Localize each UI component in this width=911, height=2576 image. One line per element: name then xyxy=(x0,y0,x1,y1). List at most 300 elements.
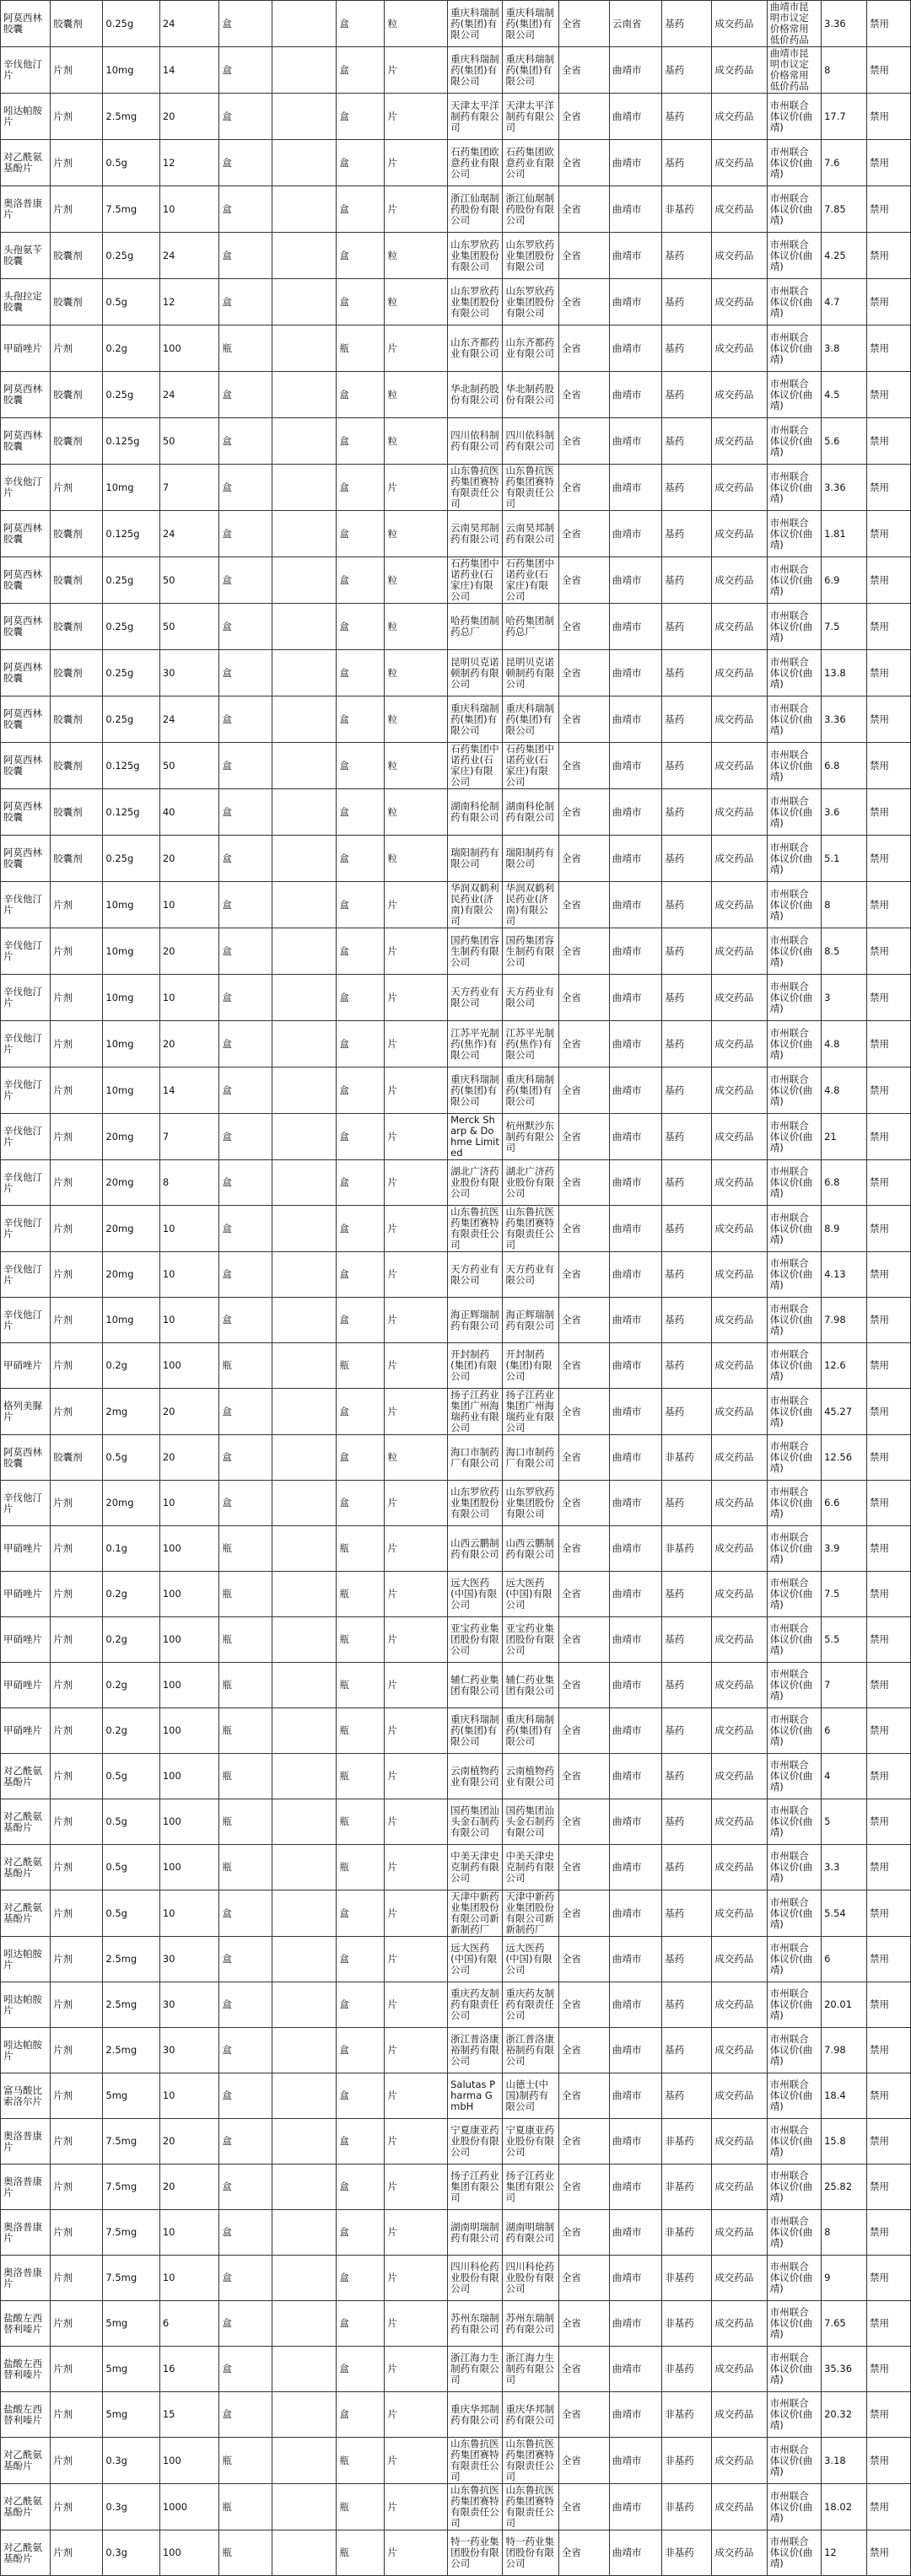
cell-conversion xyxy=(272,2028,337,2073)
cell-manufacturer: 天津中新药业集团股份有限公司新新制药厂 xyxy=(503,1890,558,1937)
cell-dosage-form: 片剂 xyxy=(51,1481,103,1526)
table-row xyxy=(1,1754,911,1799)
cell-price-source: 市州联合体议价(曲靖) xyxy=(767,325,821,372)
cell-pack-quantity: 10 xyxy=(159,2073,219,2119)
cell-pack-unit: 盒 xyxy=(337,836,385,882)
cell-specification: 7.5mg xyxy=(103,186,159,233)
cell-price: 6 xyxy=(822,1937,867,1982)
table-row xyxy=(1,1481,911,1526)
cell-pack-quantity: 100 xyxy=(159,2530,219,2576)
cell-price: 21 xyxy=(822,1114,867,1160)
table-row xyxy=(1,1,911,47)
cell-dosage-form: 片剂 xyxy=(51,1114,103,1160)
table-row xyxy=(1,1526,911,1572)
cell-marketing-company: 浙江海力生制药有限公司 xyxy=(448,2347,503,2392)
cell-drug-category: 基药 xyxy=(662,465,712,511)
cell-usage-status: 禁用 xyxy=(867,1206,911,1252)
cell-conversion xyxy=(272,2438,337,2484)
cell-manufacturer: 浙江普洛康裕制药有限公司 xyxy=(503,2028,558,2073)
cell-price: 8 xyxy=(822,47,867,94)
cell-price-source: 市州联合体议价(曲靖) xyxy=(767,2484,821,2530)
cell-price-source: 市州联合体议价(曲靖) xyxy=(767,557,821,604)
cell-drug-category: 基药 xyxy=(662,1572,712,1617)
cell-pack-quantity: 10 xyxy=(159,186,219,233)
cell-usage-status: 禁用 xyxy=(867,1663,911,1708)
cell-pack-unit: 盒 xyxy=(337,511,385,557)
cell-conversion xyxy=(272,1389,337,1435)
cell-price-source: 市州联合体议价(曲靖) xyxy=(767,1160,821,1206)
cell-price: 4.7 xyxy=(822,279,867,325)
cell-marketing-company: 远大医药(中国)有限公司 xyxy=(448,1937,503,1982)
cell-dosage-form: 胶囊剂 xyxy=(51,233,103,279)
cell-drug-category: 基药 xyxy=(662,1890,712,1937)
cell-price: 4 xyxy=(822,1754,867,1799)
cell-drug-name: 辛伐他汀片 xyxy=(1,1021,51,1068)
cell-pack-quantity: 1000 xyxy=(159,2484,219,2530)
cell-min-unit: 盒 xyxy=(219,928,272,975)
cell-dose-unit: 粒 xyxy=(385,511,448,557)
cell-specification: 0.1g xyxy=(103,1526,159,1572)
cell-pack-quantity: 20 xyxy=(159,1389,219,1435)
cell-pack-quantity: 100 xyxy=(159,2438,219,2484)
table-row xyxy=(1,604,911,650)
cell-pack-quantity: 12 xyxy=(159,140,219,186)
cell-region: 云南省 xyxy=(610,1,662,47)
cell-price: 3.8 xyxy=(822,325,867,372)
cell-min-unit: 盒 xyxy=(219,696,272,743)
cell-dose-unit: 粒 xyxy=(385,604,448,650)
cell-usage-status: 禁用 xyxy=(867,511,911,557)
cell-dosage-form: 胶囊剂 xyxy=(51,743,103,789)
cell-manufacturer: 山东鲁抗医药集团赛特有限责任公司 xyxy=(503,2484,558,2530)
cell-specification: 0.3g xyxy=(103,2484,159,2530)
cell-manufacturer: 云南昊邦制药有限公司 xyxy=(503,511,558,557)
cell-pack-unit: 瓶 xyxy=(337,1708,385,1754)
cell-price: 4.5 xyxy=(822,372,867,418)
cell-pack-quantity: 7 xyxy=(159,1114,219,1160)
cell-min-unit: 瓶 xyxy=(219,1663,272,1708)
cell-manufacturer: 四川依科制药有限公司 xyxy=(503,418,558,465)
cell-usage-status: 禁用 xyxy=(867,975,911,1021)
cell-pack-unit: 盒 xyxy=(337,2028,385,2073)
cell-specification: 0.3g xyxy=(103,2438,159,2484)
cell-price-source: 市州联合体议价(曲靖) xyxy=(767,94,821,140)
cell-deal-status: 成交药品 xyxy=(712,465,767,511)
cell-drug-name: 辛伐他汀片 xyxy=(1,882,51,928)
cell-region: 曲靖市 xyxy=(610,2301,662,2347)
cell-dosage-form: 片剂 xyxy=(51,325,103,372)
cell-usage-status: 禁用 xyxy=(867,1572,911,1617)
cell-pack-unit: 盒 xyxy=(337,94,385,140)
cell-price: 3 xyxy=(822,975,867,1021)
cell-pack-quantity: 100 xyxy=(159,1845,219,1890)
cell-usage-status: 禁用 xyxy=(867,2256,911,2301)
cell-min-unit: 瓶 xyxy=(219,1708,272,1754)
cell-conversion xyxy=(272,1298,337,1343)
cell-region: 曲靖市 xyxy=(610,696,662,743)
cell-price: 12 xyxy=(822,2530,867,2576)
cell-coverage: 全省 xyxy=(558,882,609,928)
cell-pack-unit: 盒 xyxy=(337,1435,385,1481)
cell-drug-name: 阿莫西林胶囊 xyxy=(1,743,51,789)
cell-manufacturer: 天津太平洋制药有限公司 xyxy=(503,94,558,140)
cell-price-source: 市州联合体议价(曲靖) xyxy=(767,1890,821,1937)
cell-dose-unit: 片 xyxy=(385,1754,448,1799)
cell-region: 曲靖市 xyxy=(610,928,662,975)
cell-conversion xyxy=(272,1617,337,1663)
cell-price: 20.32 xyxy=(822,2392,867,2438)
cell-min-unit: 瓶 xyxy=(219,325,272,372)
cell-drug-category: 基药 xyxy=(662,511,712,557)
table-row xyxy=(1,94,911,140)
cell-price: 12.56 xyxy=(822,1435,867,1481)
cell-dosage-form: 片剂 xyxy=(51,1937,103,1982)
cell-usage-status: 禁用 xyxy=(867,1799,911,1845)
cell-deal-status: 成交药品 xyxy=(712,2028,767,2073)
cell-pack-unit: 盒 xyxy=(337,2165,385,2210)
cell-manufacturer: 哈药集团制药总厂 xyxy=(503,604,558,650)
cell-price-source: 市州联合体议价(曲靖) xyxy=(767,2210,821,2256)
cell-deal-status: 成交药品 xyxy=(712,2530,767,2576)
cell-specification: 0.2g xyxy=(103,1572,159,1617)
cell-specification: 0.2g xyxy=(103,1617,159,1663)
cell-dose-unit: 片 xyxy=(385,1252,448,1298)
cell-drug-name: 盐酸左西替利嗪片 xyxy=(1,2301,51,2347)
cell-coverage: 全省 xyxy=(558,1890,609,1937)
cell-coverage: 全省 xyxy=(558,1754,609,1799)
cell-manufacturer: 云南植物药业有限公司 xyxy=(503,1754,558,1799)
cell-usage-status: 禁用 xyxy=(867,928,911,975)
cell-price-source: 曲靖市昆明市议定价格常用低价药品 xyxy=(767,1,821,47)
cell-dosage-form: 胶囊剂 xyxy=(51,557,103,604)
cell-manufacturer: 天方药业有限公司 xyxy=(503,975,558,1021)
cell-region: 曲靖市 xyxy=(610,1845,662,1890)
cell-region: 曲靖市 xyxy=(610,1982,662,2028)
cell-marketing-company: 重庆科瑞制药(集团)有限公司 xyxy=(448,47,503,94)
cell-dosage-form: 片剂 xyxy=(51,186,103,233)
table-row xyxy=(1,2165,911,2210)
cell-coverage: 全省 xyxy=(558,1708,609,1754)
cell-pack-quantity: 20 xyxy=(159,2165,219,2210)
cell-price-source: 市州联合体议价(曲靖) xyxy=(767,2165,821,2210)
cell-dose-unit: 粒 xyxy=(385,836,448,882)
cell-marketing-company: 远大医药(中国)有限公司 xyxy=(448,1572,503,1617)
cell-drug-name: 甲硝唑片 xyxy=(1,1617,51,1663)
cell-conversion xyxy=(272,2165,337,2210)
cell-coverage: 全省 xyxy=(558,1114,609,1160)
cell-dosage-form: 胶囊剂 xyxy=(51,789,103,836)
cell-dose-unit: 片 xyxy=(385,1663,448,1708)
cell-pack-unit: 盒 xyxy=(337,186,385,233)
cell-marketing-company: Merck Sharp & Dohme Limited xyxy=(448,1114,503,1160)
cell-price-source: 市州联合体议价(曲靖) xyxy=(767,2438,821,2484)
cell-manufacturer: 湖南明瑞制药有限公司 xyxy=(503,2210,558,2256)
cell-price-source: 市州联合体议价(曲靖) xyxy=(767,1435,821,1481)
cell-pack-unit: 盒 xyxy=(337,1206,385,1252)
cell-coverage: 全省 xyxy=(558,94,609,140)
cell-deal-status: 成交药品 xyxy=(712,1982,767,2028)
cell-specification: 20mg xyxy=(103,1252,159,1298)
table-row xyxy=(1,233,911,279)
cell-specification: 20mg xyxy=(103,1160,159,1206)
cell-drug-category: 基药 xyxy=(662,279,712,325)
cell-drug-name: 吲达帕胺片 xyxy=(1,1937,51,1982)
cell-min-unit: 瓶 xyxy=(219,2530,272,2576)
cell-dosage-form: 片剂 xyxy=(51,1663,103,1708)
cell-conversion xyxy=(272,1343,337,1389)
cell-dose-unit: 片 xyxy=(385,1389,448,1435)
cell-conversion xyxy=(272,2392,337,2438)
cell-price: 8 xyxy=(822,882,867,928)
cell-specification: 0.2g xyxy=(103,1343,159,1389)
cell-marketing-company: 重庆药友制药有限责任公司 xyxy=(448,1982,503,2028)
cell-deal-status: 成交药品 xyxy=(712,511,767,557)
cell-region: 曲靖市 xyxy=(610,1937,662,1982)
cell-usage-status: 禁用 xyxy=(867,1343,911,1389)
cell-pack-unit: 盒 xyxy=(337,743,385,789)
cell-dose-unit: 片 xyxy=(385,975,448,1021)
cell-region: 曲靖市 xyxy=(610,1068,662,1114)
cell-dosage-form: 片剂 xyxy=(51,2484,103,2530)
cell-region: 曲靖市 xyxy=(610,2484,662,2530)
cell-dosage-form: 片剂 xyxy=(51,1160,103,1206)
cell-usage-status: 禁用 xyxy=(867,604,911,650)
cell-specification: 7.5mg xyxy=(103,2119,159,2165)
cell-deal-status: 成交药品 xyxy=(712,2073,767,2119)
cell-dose-unit: 片 xyxy=(385,1982,448,2028)
cell-pack-quantity: 24 xyxy=(159,1,219,47)
cell-coverage: 全省 xyxy=(558,140,609,186)
cell-price: 25.82 xyxy=(822,2165,867,2210)
cell-coverage: 全省 xyxy=(558,1526,609,1572)
cell-min-unit: 盒 xyxy=(219,836,272,882)
cell-dosage-form: 片剂 xyxy=(51,1708,103,1754)
cell-pack-quantity: 15 xyxy=(159,2392,219,2438)
cell-usage-status: 禁用 xyxy=(867,233,911,279)
cell-price: 3.18 xyxy=(822,2438,867,2484)
cell-price-source: 市州联合体议价(曲靖) xyxy=(767,1937,821,1982)
table-row xyxy=(1,1890,911,1937)
cell-price: 3.9 xyxy=(822,1526,867,1572)
cell-drug-name: 阿莫西林胶囊 xyxy=(1,604,51,650)
cell-drug-name: 对乙酰氨基酚片 xyxy=(1,2484,51,2530)
cell-region: 曲靖市 xyxy=(610,975,662,1021)
table-row xyxy=(1,2210,911,2256)
cell-marketing-company: 海口市制药厂有限公司 xyxy=(448,1435,503,1481)
cell-region: 曲靖市 xyxy=(610,325,662,372)
cell-price: 7.85 xyxy=(822,186,867,233)
cell-conversion xyxy=(272,1206,337,1252)
cell-drug-name: 辛伐他汀片 xyxy=(1,975,51,1021)
cell-specification: 20mg xyxy=(103,1481,159,1526)
cell-dose-unit: 片 xyxy=(385,1526,448,1572)
cell-pack-quantity: 100 xyxy=(159,1572,219,1617)
cell-marketing-company: 云南植物药业有限公司 xyxy=(448,1754,503,1799)
cell-dosage-form: 片剂 xyxy=(51,975,103,1021)
cell-manufacturer: 中美天津史克制药有限公司 xyxy=(503,1845,558,1890)
cell-price-source: 市州联合体议价(曲靖) xyxy=(767,1982,821,2028)
cell-pack-quantity: 10 xyxy=(159,1298,219,1343)
cell-marketing-company: 江苏平光制药(焦作)有限公司 xyxy=(448,1021,503,1068)
cell-drug-category: 基药 xyxy=(662,1708,712,1754)
cell-pack-unit: 盒 xyxy=(337,928,385,975)
cell-drug-name: 吲达帕胺片 xyxy=(1,1982,51,2028)
cell-usage-status: 禁用 xyxy=(867,1526,911,1572)
cell-drug-category: 基药 xyxy=(662,140,712,186)
cell-conversion xyxy=(272,1114,337,1160)
cell-pack-unit: 瓶 xyxy=(337,1526,385,1572)
cell-dose-unit: 片 xyxy=(385,1481,448,1526)
cell-pack-quantity: 12 xyxy=(159,279,219,325)
cell-pack-unit: 盒 xyxy=(337,1114,385,1160)
cell-pack-quantity: 20 xyxy=(159,1435,219,1481)
cell-pack-quantity: 20 xyxy=(159,2119,219,2165)
cell-region: 曲靖市 xyxy=(610,2347,662,2392)
table-row xyxy=(1,2392,911,2438)
table-row xyxy=(1,696,911,743)
cell-region: 曲靖市 xyxy=(610,882,662,928)
cell-pack-quantity: 50 xyxy=(159,418,219,465)
cell-drug-name: 阿莫西林胶囊 xyxy=(1,836,51,882)
cell-drug-category: 非基药 xyxy=(662,1526,712,1572)
cell-manufacturer: 重庆科瑞制药(集团)有限公司 xyxy=(503,47,558,94)
cell-coverage: 全省 xyxy=(558,1343,609,1389)
cell-conversion xyxy=(272,47,337,94)
cell-dosage-form: 胶囊剂 xyxy=(51,696,103,743)
cell-drug-category: 基药 xyxy=(662,650,712,696)
cell-price: 5 xyxy=(822,1799,867,1845)
cell-deal-status: 成交药品 xyxy=(712,1252,767,1298)
cell-pack-unit: 盒 xyxy=(337,2119,385,2165)
cell-usage-status: 禁用 xyxy=(867,2301,911,2347)
cell-conversion xyxy=(272,1435,337,1481)
cell-dosage-form: 片剂 xyxy=(51,1890,103,1937)
cell-drug-category: 基药 xyxy=(662,975,712,1021)
cell-price-source: 市州联合体议价(曲靖) xyxy=(767,2347,821,2392)
table-row xyxy=(1,1252,911,1298)
table-row xyxy=(1,1799,911,1845)
cell-pack-quantity: 24 xyxy=(159,696,219,743)
table-row xyxy=(1,975,911,1021)
cell-deal-status: 成交药品 xyxy=(712,2438,767,2484)
cell-min-unit: 瓶 xyxy=(219,1799,272,1845)
cell-marketing-company: 山东罗欣药业集团股份有限公司 xyxy=(448,1481,503,1526)
cell-conversion xyxy=(272,2484,337,2530)
cell-usage-status: 禁用 xyxy=(867,2438,911,2484)
cell-drug-category: 基药 xyxy=(662,1982,712,2028)
cell-usage-status: 禁用 xyxy=(867,2028,911,2073)
cell-conversion xyxy=(272,882,337,928)
cell-usage-status: 禁用 xyxy=(867,789,911,836)
cell-pack-unit: 盒 xyxy=(337,1389,385,1435)
cell-conversion xyxy=(272,2256,337,2301)
cell-min-unit: 盒 xyxy=(219,511,272,557)
cell-marketing-company: 浙江普洛康裕制药有限公司 xyxy=(448,2028,503,2073)
cell-price: 13.8 xyxy=(822,650,867,696)
cell-conversion xyxy=(272,604,337,650)
cell-manufacturer: 山东鲁抗医药集团赛特有限责任公司 xyxy=(503,1206,558,1252)
cell-dosage-form: 片剂 xyxy=(51,2119,103,2165)
cell-dosage-form: 片剂 xyxy=(51,2073,103,2119)
cell-drug-category: 基药 xyxy=(662,696,712,743)
cell-drug-name: 奥洛普康片 xyxy=(1,2256,51,2301)
table-row xyxy=(1,1708,911,1754)
cell-dose-unit: 片 xyxy=(385,2438,448,2484)
cell-min-unit: 盒 xyxy=(219,882,272,928)
cell-price-source: 市州联合体议价(曲靖) xyxy=(767,418,821,465)
cell-coverage: 全省 xyxy=(558,1298,609,1343)
cell-dose-unit: 片 xyxy=(385,2301,448,2347)
cell-dose-unit: 粒 xyxy=(385,650,448,696)
cell-price: 17.7 xyxy=(822,94,867,140)
cell-dosage-form: 片剂 xyxy=(51,1845,103,1890)
cell-min-unit: 盒 xyxy=(219,2210,272,2256)
cell-dosage-form: 片剂 xyxy=(51,882,103,928)
cell-drug-category: 基药 xyxy=(662,47,712,94)
cell-min-unit: 盒 xyxy=(219,1252,272,1298)
cell-coverage: 全省 xyxy=(558,1068,609,1114)
cell-price-source: 市州联合体议价(曲靖) xyxy=(767,1298,821,1343)
cell-marketing-company: 国药集团容生制药有限公司 xyxy=(448,928,503,975)
cell-conversion xyxy=(272,928,337,975)
cell-min-unit: 盒 xyxy=(219,789,272,836)
cell-dosage-form: 胶囊剂 xyxy=(51,372,103,418)
cell-pack-unit: 瓶 xyxy=(337,1663,385,1708)
cell-drug-category: 基药 xyxy=(662,743,712,789)
cell-dose-unit: 片 xyxy=(385,140,448,186)
cell-dose-unit: 片 xyxy=(385,1617,448,1663)
cell-specification: 0.5g xyxy=(103,1890,159,1937)
cell-price-source: 市州联合体议价(曲靖) xyxy=(767,2530,821,2576)
cell-specification: 0.5g xyxy=(103,140,159,186)
cell-marketing-company: 天方药业有限公司 xyxy=(448,975,503,1021)
cell-specification: 5mg xyxy=(103,2073,159,2119)
cell-pack-quantity: 24 xyxy=(159,511,219,557)
cell-usage-status: 禁用 xyxy=(867,1481,911,1526)
cell-price-source: 市州联合体议价(曲靖) xyxy=(767,233,821,279)
cell-region: 曲靖市 xyxy=(610,1435,662,1481)
cell-pack-unit: 盒 xyxy=(337,975,385,1021)
table-row xyxy=(1,650,911,696)
cell-marketing-company: 四川依科制药有限公司 xyxy=(448,418,503,465)
cell-pack-quantity: 100 xyxy=(159,325,219,372)
cell-region: 曲靖市 xyxy=(610,1799,662,1845)
cell-price: 5.6 xyxy=(822,418,867,465)
cell-specification: 20mg xyxy=(103,1114,159,1160)
cell-region: 曲靖市 xyxy=(610,1206,662,1252)
cell-drug-name: 辛伐他汀片 xyxy=(1,1114,51,1160)
cell-usage-status: 禁用 xyxy=(867,372,911,418)
cell-pack-unit: 盒 xyxy=(337,789,385,836)
cell-dose-unit: 片 xyxy=(385,325,448,372)
cell-region: 曲靖市 xyxy=(610,233,662,279)
cell-pack-unit: 瓶 xyxy=(337,1845,385,1890)
cell-price-source: 市州联合体议价(曲靖) xyxy=(767,1754,821,1799)
cell-usage-status: 禁用 xyxy=(867,186,911,233)
table-row xyxy=(1,743,911,789)
cell-region: 曲靖市 xyxy=(610,1389,662,1435)
cell-usage-status: 禁用 xyxy=(867,836,911,882)
cell-marketing-company: 山东罗欣药业集团股份有限公司 xyxy=(448,279,503,325)
table-row xyxy=(1,2484,911,2530)
cell-usage-status: 禁用 xyxy=(867,2073,911,2119)
cell-price: 5.1 xyxy=(822,836,867,882)
cell-price-source: 市州联合体议价(曲靖) xyxy=(767,928,821,975)
cell-price: 7.5 xyxy=(822,1572,867,1617)
cell-specification: 0.25g xyxy=(103,233,159,279)
cell-specification: 0.25g xyxy=(103,604,159,650)
table-body xyxy=(1,1,911,2576)
